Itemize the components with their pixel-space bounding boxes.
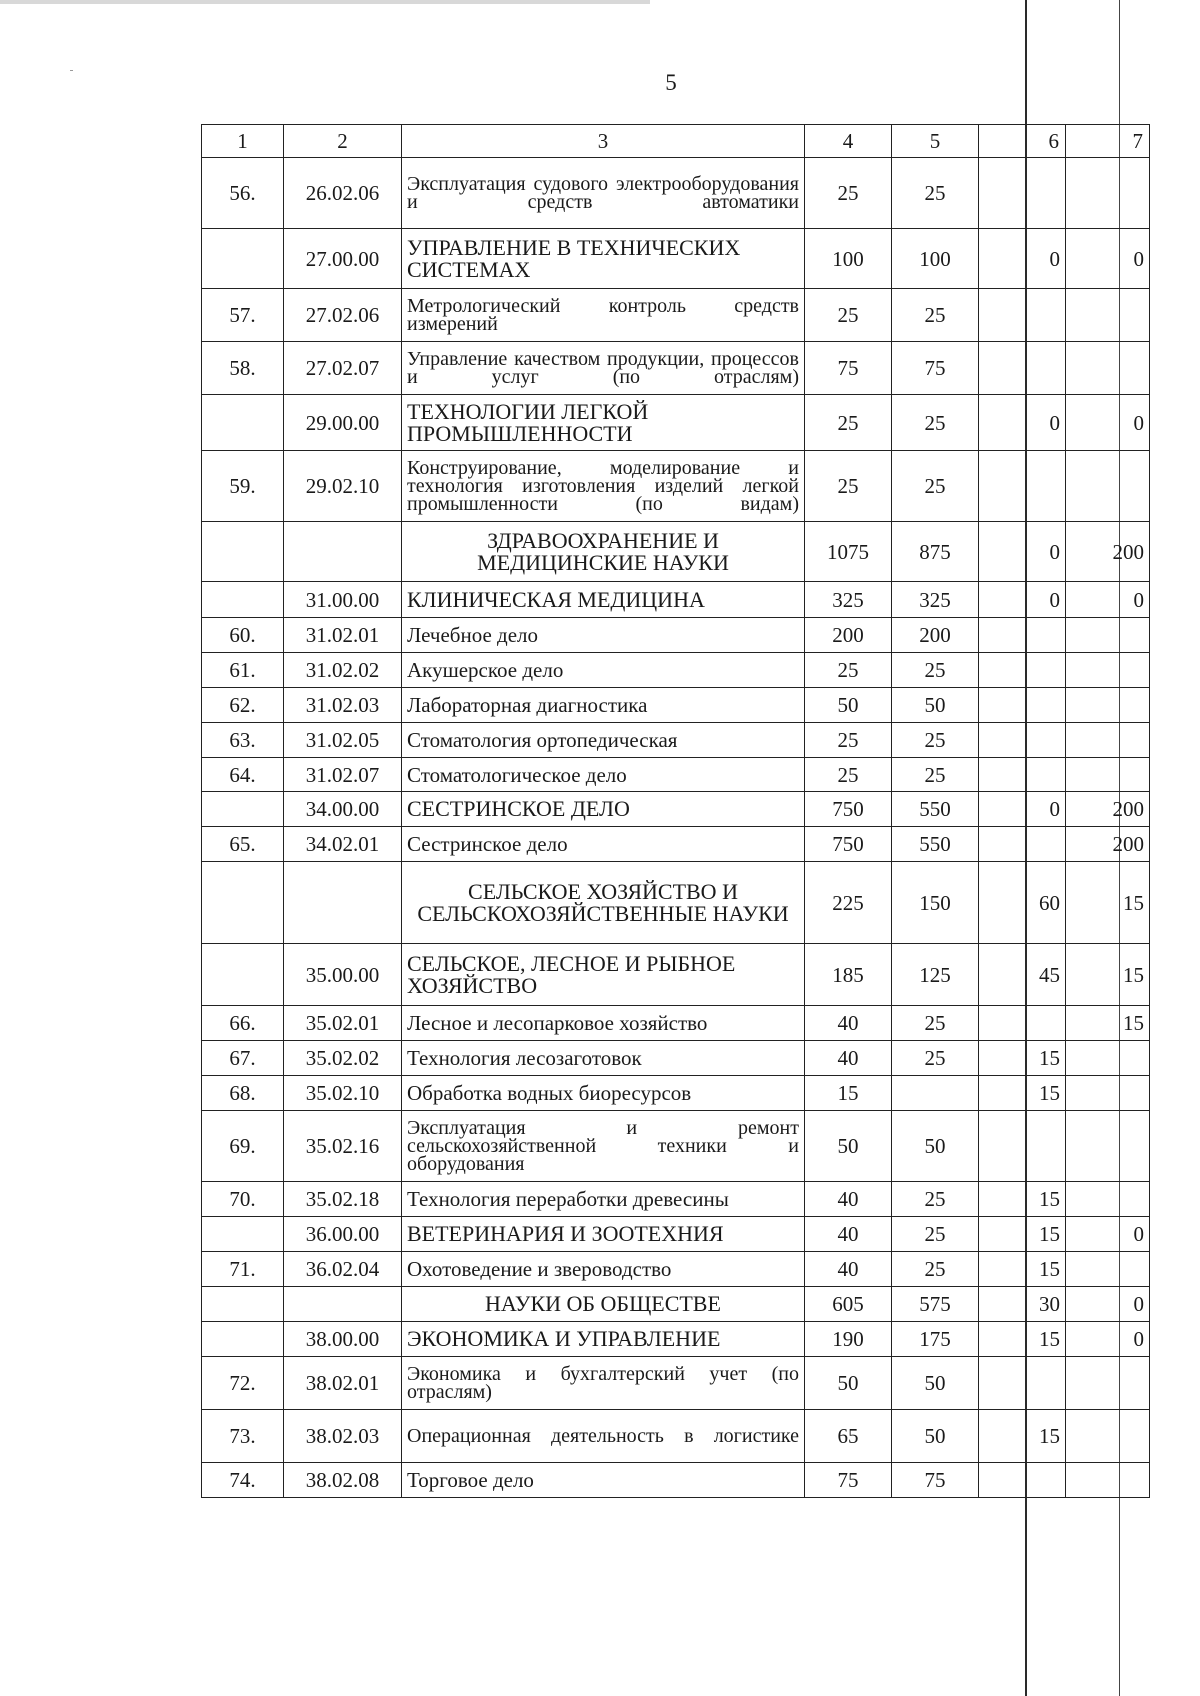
column6-cell: 15 [979, 1041, 1066, 1076]
specialty-code-cell: 31.02.05 [284, 723, 402, 758]
row-number-cell: 56. [202, 158, 284, 229]
table-row [202, 653, 1150, 688]
column6-cell: 15 [979, 1217, 1066, 1252]
row-number-cell [202, 862, 284, 944]
specialty-name-cell: ЗДРАВООХРАНЕНИЕ И МЕДИЦИНСКИЕ НАУКИ [402, 522, 805, 582]
table-row [202, 1463, 1150, 1498]
specialty-name-cell: Акушерское дело [402, 653, 805, 688]
table-row [202, 229, 1150, 289]
column7-cell [1066, 618, 1150, 653]
budget-cell: 25 [892, 158, 979, 229]
specialty-name-cell: Метрологический контроль средств измерений [402, 289, 805, 342]
budget-cell: 25 [892, 653, 979, 688]
table-row [202, 618, 1150, 653]
budget-cell: 25 [892, 1252, 979, 1287]
column6-cell [979, 1111, 1066, 1182]
budget-cell: 25 [892, 1041, 979, 1076]
specialty-name-cell: Лечебное дело [402, 618, 805, 653]
budget-cell [892, 1076, 979, 1111]
row-number-cell [202, 522, 284, 582]
column6-cell [979, 723, 1066, 758]
table-row [202, 1217, 1150, 1252]
total-cell: 25 [805, 451, 892, 522]
specialty-name-cell: Лесное и лесопарковое хозяйство [402, 1006, 805, 1041]
specialty-code-cell: 35.02.16 [284, 1111, 402, 1182]
row-number-cell: 68. [202, 1076, 284, 1111]
column7-cell: 0 [1066, 582, 1150, 618]
specialty-name-cell: Эксплуатация и ремонт сельскохозяйственной техники и оборудования [402, 1111, 805, 1182]
column7-cell [1066, 1111, 1150, 1182]
total-cell: 50 [805, 1357, 892, 1410]
column7-cell: 0 [1066, 229, 1150, 289]
specialty-code-cell: 36.00.00 [284, 1217, 402, 1252]
specialty-name-cell: ТЕХНОЛОГИИ ЛЕГКОЙ ПРОМЫШЛЕННОСТИ [402, 395, 805, 451]
specialty-name-cell: ВЕТЕРИНАРИЯ И ЗООТЕХНИЯ [402, 1217, 805, 1252]
specialty-name-cell: СЕЛЬСКОЕ ХОЗЯЙСТВО И СЕЛЬСКОХОЗЯЙСТВЕННЫЕ НАУКИ [402, 862, 805, 944]
total-cell: 15 [805, 1076, 892, 1111]
specialty-name-cell: Технология лесозаготовок [402, 1041, 805, 1076]
budget-cell: 875 [892, 522, 979, 582]
row-number-cell: 70. [202, 1182, 284, 1217]
budget-cell: 200 [892, 618, 979, 653]
budget-cell: 50 [892, 1357, 979, 1410]
specialty-code-cell: 36.02.04 [284, 1252, 402, 1287]
row-number-cell: 60. [202, 618, 284, 653]
total-cell: 50 [805, 688, 892, 723]
column6-cell: 0 [979, 522, 1066, 582]
table-row [202, 1182, 1150, 1217]
row-number-cell: 65. [202, 827, 284, 862]
column7-cell: 0 [1066, 395, 1150, 451]
table-row [202, 158, 1150, 229]
total-cell: 65 [805, 1410, 892, 1463]
total-cell: 185 [805, 944, 892, 1006]
column-header: 3 [402, 125, 805, 158]
column-header: 7 [1066, 125, 1150, 158]
column7-cell: 0 [1066, 1322, 1150, 1357]
table-row [202, 451, 1150, 522]
column7-cell [1066, 1357, 1150, 1410]
table-row [202, 723, 1150, 758]
specialty-code-cell: 29.00.00 [284, 395, 402, 451]
budget-cell: 25 [892, 758, 979, 792]
budget-cell: 25 [892, 395, 979, 451]
table-row [202, 1252, 1150, 1287]
row-number-cell: 59. [202, 451, 284, 522]
column7-cell [1066, 653, 1150, 688]
total-cell: 40 [805, 1182, 892, 1217]
specialty-name-cell: Эксплуатация судового электрооборудования и средств автоматики [402, 158, 805, 229]
column6-cell: 0 [979, 395, 1066, 451]
table-row [202, 1322, 1150, 1357]
column7-cell [1066, 723, 1150, 758]
row-number-cell: 67. [202, 1041, 284, 1076]
budget-cell: 175 [892, 1322, 979, 1357]
column-header: 6 [979, 125, 1066, 158]
budget-cell: 150 [892, 862, 979, 944]
total-cell: 40 [805, 1217, 892, 1252]
budget-cell: 25 [892, 1006, 979, 1041]
column-header: 2 [284, 125, 402, 158]
specialty-name-cell: Управление качеством продукции, процессов и услуг (по отраслям) [402, 342, 805, 395]
specialty-name-cell: Конструирование, моделирование и технология изготовления изделий легкой промышленности (по видам) [402, 451, 805, 522]
column7-cell [1066, 1076, 1150, 1111]
total-cell: 25 [805, 395, 892, 451]
specialty-code-cell [284, 522, 402, 582]
specialty-name-cell: Стоматология ортопедическая [402, 723, 805, 758]
row-number-cell: 69. [202, 1111, 284, 1182]
column7-cell [1066, 1041, 1150, 1076]
table-row [202, 688, 1150, 723]
row-number-cell: 71. [202, 1252, 284, 1287]
column7-cell [1066, 451, 1150, 522]
specialty-code-cell: 35.02.10 [284, 1076, 402, 1111]
column7-cell: 200 [1066, 792, 1150, 827]
specialty-code-cell: 38.02.01 [284, 1357, 402, 1410]
budget-cell: 25 [892, 723, 979, 758]
column6-cell [979, 451, 1066, 522]
column6-cell: 45 [979, 944, 1066, 1006]
specialty-code-cell [284, 1287, 402, 1322]
total-cell: 25 [805, 723, 892, 758]
row-number-cell [202, 792, 284, 827]
specialty-code-cell: 34.02.01 [284, 827, 402, 862]
column7-cell: 0 [1066, 1217, 1150, 1252]
column6-cell: 15 [979, 1410, 1066, 1463]
specialty-name-cell: Лабораторная диагностика [402, 688, 805, 723]
column6-cell: 0 [979, 229, 1066, 289]
total-cell: 75 [805, 342, 892, 395]
specialty-code-cell: 34.00.00 [284, 792, 402, 827]
specialty-code-cell: 35.00.00 [284, 944, 402, 1006]
specialty-code-cell: 27.02.07 [284, 342, 402, 395]
budget-cell: 75 [892, 342, 979, 395]
table-row [202, 1041, 1150, 1076]
specialty-name-cell: Охотоведение и звероводство [402, 1252, 805, 1287]
specialty-code-cell: 35.02.18 [284, 1182, 402, 1217]
row-number-cell: 61. [202, 653, 284, 688]
row-number-cell: 62. [202, 688, 284, 723]
column6-cell [979, 1006, 1066, 1041]
total-cell: 25 [805, 158, 892, 229]
specialty-name-cell: НАУКИ ОБ ОБЩЕСТВЕ [402, 1287, 805, 1322]
table-row [202, 1111, 1150, 1182]
column6-cell [979, 1463, 1066, 1498]
total-cell: 200 [805, 618, 892, 653]
row-number-cell [202, 1322, 284, 1357]
table-row [202, 758, 1150, 792]
column6-cell [979, 289, 1066, 342]
total-cell: 750 [805, 792, 892, 827]
column6-cell: 60 [979, 862, 1066, 944]
table-row [202, 944, 1150, 1006]
budget-cell: 25 [892, 289, 979, 342]
page-number: 5 [665, 70, 677, 95]
specialty-code-cell: 38.02.08 [284, 1463, 402, 1498]
row-number-cell: 63. [202, 723, 284, 758]
column7-cell [1066, 1182, 1150, 1217]
budget-cell: 100 [892, 229, 979, 289]
specialty-code-cell: 27.02.06 [284, 289, 402, 342]
column7-cell [1066, 1463, 1150, 1498]
specialty-name-cell: СЕЛЬСКОЕ, ЛЕСНОЕ И РЫБНОЕ ХОЗЯЙСТВО [402, 944, 805, 1006]
total-cell: 605 [805, 1287, 892, 1322]
total-cell: 25 [805, 653, 892, 688]
row-number-cell [202, 395, 284, 451]
specialty-name-cell: УПРАВЛЕНИЕ В ТЕХНИЧЕСКИХ СИСТЕМАХ [402, 229, 805, 289]
total-cell: 100 [805, 229, 892, 289]
column6-cell: 0 [979, 792, 1066, 827]
specialty-code-cell: 35.02.02 [284, 1041, 402, 1076]
table-row [202, 862, 1150, 944]
column6-cell [979, 1357, 1066, 1410]
column7-cell [1066, 1252, 1150, 1287]
specialty-code-cell: 29.02.10 [284, 451, 402, 522]
row-number-cell: 58. [202, 342, 284, 395]
specialty-name-cell: Экономика и бухгалтерский учет (по отраслям) [402, 1357, 805, 1410]
column6-cell [979, 653, 1066, 688]
budget-cell: 50 [892, 688, 979, 723]
specialty-code-cell: 38.00.00 [284, 1322, 402, 1357]
total-cell: 40 [805, 1006, 892, 1041]
column6-cell: 15 [979, 1322, 1066, 1357]
table-row [202, 1410, 1150, 1463]
budget-cell: 125 [892, 944, 979, 1006]
row-number-cell [202, 944, 284, 1006]
row-number-cell [202, 229, 284, 289]
column6-cell: 15 [979, 1076, 1066, 1111]
table-row [202, 582, 1150, 618]
total-cell: 75 [805, 1463, 892, 1498]
column6-cell [979, 618, 1066, 653]
total-cell: 225 [805, 862, 892, 944]
row-number-cell [202, 1287, 284, 1322]
column7-cell [1066, 342, 1150, 395]
budget-cell: 550 [892, 827, 979, 862]
column7-cell: 200 [1066, 827, 1150, 862]
budget-cell: 50 [892, 1410, 979, 1463]
table-row [202, 342, 1150, 395]
column-header: 5 [892, 125, 979, 158]
table-row [202, 1287, 1150, 1322]
table-header-row [202, 125, 1150, 158]
specialty-name-cell: Сестринское дело [402, 827, 805, 862]
specialty-name-cell: КЛИНИЧЕСКАЯ МЕДИЦИНА [402, 582, 805, 618]
column6-cell: 15 [979, 1182, 1066, 1217]
specialty-code-cell: 26.02.06 [284, 158, 402, 229]
row-number-cell [202, 1217, 284, 1252]
column6-cell [979, 758, 1066, 792]
specialty-name-cell: Операционная деятельность в логистике [402, 1410, 805, 1463]
specialty-name-cell: Стоматологическое дело [402, 758, 805, 792]
specialty-name-cell: Обработка водных биоресурсов [402, 1076, 805, 1111]
row-number-cell: 66. [202, 1006, 284, 1041]
row-number-cell: 64. [202, 758, 284, 792]
column6-cell [979, 158, 1066, 229]
budget-cell: 575 [892, 1287, 979, 1322]
column7-cell: 15 [1066, 944, 1150, 1006]
row-number-cell [202, 582, 284, 618]
budget-cell: 50 [892, 1111, 979, 1182]
specialty-code-cell: 38.02.03 [284, 1410, 402, 1463]
total-cell: 40 [805, 1041, 892, 1076]
column6-cell [979, 342, 1066, 395]
total-cell: 40 [805, 1252, 892, 1287]
column7-cell: 15 [1066, 862, 1150, 944]
specialty-code-cell: 31.02.03 [284, 688, 402, 723]
column7-cell [1066, 289, 1150, 342]
column-header: 4 [805, 125, 892, 158]
scan-edge-artifact [0, 0, 650, 4]
column6-cell [979, 827, 1066, 862]
specialty-code-cell: 31.02.07 [284, 758, 402, 792]
column7-cell: 200 [1066, 522, 1150, 582]
specialty-code-cell: 31.02.01 [284, 618, 402, 653]
total-cell: 50 [805, 1111, 892, 1182]
column6-cell: 30 [979, 1287, 1066, 1322]
specialty-code-cell [284, 862, 402, 944]
total-cell: 25 [805, 289, 892, 342]
specialty-code-cell: 31.02.02 [284, 653, 402, 688]
column-header: 1 [202, 125, 284, 158]
row-number-cell: 73. [202, 1410, 284, 1463]
budget-cell: 325 [892, 582, 979, 618]
column7-cell: 15 [1066, 1006, 1150, 1041]
admission-plan-table [201, 124, 1150, 1498]
table-row [202, 792, 1150, 827]
row-number-cell: 74. [202, 1463, 284, 1498]
column7-cell [1066, 1410, 1150, 1463]
column7-cell [1066, 688, 1150, 723]
column6-cell [979, 688, 1066, 723]
total-cell: 190 [805, 1322, 892, 1357]
specialty-name-cell: ЭКОНОМИКА И УПРАВЛЕНИЕ [402, 1322, 805, 1357]
specialty-code-cell: 31.00.00 [284, 582, 402, 618]
table-row [202, 289, 1150, 342]
table-row [202, 522, 1150, 582]
budget-cell: 25 [892, 1182, 979, 1217]
specialty-name-cell: Технология переработки древесины [402, 1182, 805, 1217]
table-row [202, 1076, 1150, 1111]
total-cell: 325 [805, 582, 892, 618]
specialty-name-cell: Торговое дело [402, 1463, 805, 1498]
budget-cell: 75 [892, 1463, 979, 1498]
specialty-code-cell: 35.02.01 [284, 1006, 402, 1041]
total-cell: 1075 [805, 522, 892, 582]
column7-cell [1066, 158, 1150, 229]
row-number-cell: 57. [202, 289, 284, 342]
column6-cell: 15 [979, 1252, 1066, 1287]
table-row [202, 1006, 1150, 1041]
table-row [202, 395, 1150, 451]
budget-cell: 25 [892, 1217, 979, 1252]
table-row [202, 827, 1150, 862]
total-cell: 750 [805, 827, 892, 862]
specialty-code-cell: 27.00.00 [284, 229, 402, 289]
row-number-cell: 72. [202, 1357, 284, 1410]
column7-cell: 0 [1066, 1287, 1150, 1322]
column7-cell [1066, 758, 1150, 792]
total-cell: 25 [805, 758, 892, 792]
specialty-name-cell: СЕСТРИНСКОЕ ДЕЛО [402, 792, 805, 827]
table-row [202, 1357, 1150, 1410]
budget-cell: 550 [892, 792, 979, 827]
column6-cell: 0 [979, 582, 1066, 618]
budget-cell: 25 [892, 451, 979, 522]
